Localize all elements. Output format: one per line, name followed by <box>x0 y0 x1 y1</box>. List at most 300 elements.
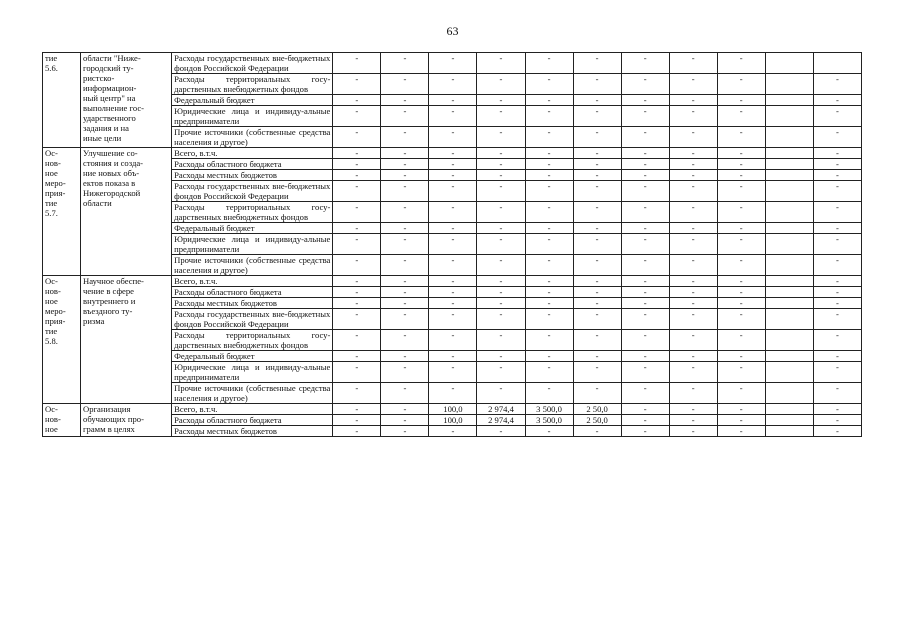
funding-source-cell: Расходы областного бюджета <box>172 415 333 426</box>
value-cell: - <box>333 404 381 415</box>
value-cell: - <box>525 276 573 287</box>
value-cell: 3 500,0 <box>525 415 573 426</box>
value-cell <box>765 426 813 437</box>
funding-source-cell: Расходы местных бюджетов <box>172 298 333 309</box>
value-cell: - <box>525 181 573 202</box>
value-cell: - <box>669 148 717 159</box>
value-cell: 2 50,0 <box>573 415 621 426</box>
funding-source-cell: Федеральный бюджет <box>172 351 333 362</box>
value-cell <box>765 106 813 127</box>
value-cell: 2 50,0 <box>573 404 621 415</box>
value-cell: - <box>477 148 525 159</box>
value-cell: - <box>477 287 525 298</box>
value-cell: - <box>381 53 429 74</box>
value-cell: - <box>621 106 669 127</box>
table-body <box>43 53 862 437</box>
value-cell: - <box>381 74 429 95</box>
value-cell: - <box>381 181 429 202</box>
value-cell: - <box>813 181 861 202</box>
value-cell: - <box>477 330 525 351</box>
value-cell: - <box>525 330 573 351</box>
value-cell: - <box>717 127 765 148</box>
value-cell: - <box>381 127 429 148</box>
measure-cell: Ос- нов- ное меро- прия- тие 5.8. <box>43 276 81 404</box>
value-cell: - <box>813 255 861 276</box>
value-cell: - <box>621 362 669 383</box>
value-cell: - <box>717 202 765 223</box>
value-cell: - <box>573 127 621 148</box>
value-cell: - <box>477 159 525 170</box>
measure-cell: тие 5.6. <box>43 53 81 148</box>
value-cell: - <box>333 106 381 127</box>
value-cell: - <box>333 255 381 276</box>
value-cell: - <box>717 170 765 181</box>
value-cell <box>765 127 813 148</box>
funding-source-cell: Расходы местных бюджетов <box>172 170 333 181</box>
value-cell: - <box>429 426 477 437</box>
funding-table <box>42 52 862 437</box>
value-cell: - <box>333 95 381 106</box>
value-cell: - <box>381 404 429 415</box>
value-cell: - <box>429 330 477 351</box>
funding-source-cell: Расходы государственных вне-бюджетных фондов Российской Федерации <box>172 181 333 202</box>
value-cell: - <box>333 426 381 437</box>
value-cell: - <box>621 74 669 95</box>
value-cell: - <box>429 95 477 106</box>
value-cell: - <box>573 287 621 298</box>
value-cell: - <box>669 74 717 95</box>
value-cell <box>765 181 813 202</box>
value-cell <box>765 159 813 170</box>
value-cell: - <box>525 106 573 127</box>
value-cell: - <box>621 351 669 362</box>
value-cell: - <box>333 74 381 95</box>
value-cell <box>765 234 813 255</box>
value-cell: - <box>333 330 381 351</box>
value-cell: - <box>429 383 477 404</box>
value-cell: - <box>621 404 669 415</box>
value-cell: - <box>717 159 765 170</box>
value-cell: - <box>333 415 381 426</box>
value-cell: - <box>813 202 861 223</box>
value-cell <box>765 276 813 287</box>
value-cell: - <box>717 74 765 95</box>
value-cell <box>765 330 813 351</box>
value-cell: - <box>669 309 717 330</box>
funding-source-cell: Федеральный бюджет <box>172 95 333 106</box>
value-cell: 100,0 <box>429 415 477 426</box>
value-cell: - <box>333 309 381 330</box>
value-cell: - <box>669 170 717 181</box>
value-cell: - <box>621 234 669 255</box>
value-cell: - <box>525 234 573 255</box>
value-cell: - <box>429 362 477 383</box>
value-cell: - <box>381 383 429 404</box>
funding-source-cell: Юридические лица и индивиду-альные предприниматели <box>172 234 333 255</box>
value-cell: - <box>717 383 765 404</box>
value-cell: - <box>525 383 573 404</box>
value-cell: - <box>621 287 669 298</box>
value-cell: - <box>621 383 669 404</box>
value-cell: - <box>333 202 381 223</box>
value-cell: - <box>477 351 525 362</box>
value-cell: - <box>381 255 429 276</box>
value-cell: - <box>669 351 717 362</box>
funding-source-cell: Прочие источники (собственные средства населения и другое) <box>172 383 333 404</box>
value-cell: - <box>717 426 765 437</box>
funding-source-cell: Федеральный бюджет <box>172 223 333 234</box>
funding-source-cell: Расходы территориальных госу-дарственных внебюджетных фондов <box>172 74 333 95</box>
value-cell: - <box>333 181 381 202</box>
value-cell: - <box>429 351 477 362</box>
value-cell: - <box>477 181 525 202</box>
value-cell: - <box>717 287 765 298</box>
value-cell: - <box>381 415 429 426</box>
value-cell: - <box>669 426 717 437</box>
value-cell <box>765 202 813 223</box>
value-cell: - <box>477 383 525 404</box>
value-cell: - <box>477 95 525 106</box>
value-cell: - <box>429 148 477 159</box>
funding-source-cell: Юридические лица и индивиду-альные предприниматели <box>172 362 333 383</box>
value-cell: - <box>429 287 477 298</box>
value-cell: - <box>429 234 477 255</box>
value-cell: - <box>813 95 861 106</box>
funding-source-cell: Юридические лица и индивиду-альные предприниматели <box>172 106 333 127</box>
value-cell: - <box>381 159 429 170</box>
value-cell: - <box>621 309 669 330</box>
value-cell: - <box>573 223 621 234</box>
value-cell <box>813 53 861 74</box>
value-cell: - <box>525 298 573 309</box>
value-cell: - <box>717 330 765 351</box>
value-cell: - <box>621 223 669 234</box>
value-cell: - <box>525 170 573 181</box>
value-cell: - <box>333 276 381 287</box>
value-cell: - <box>333 351 381 362</box>
funding-source-cell: Прочие источники (собственные средства населения и другое) <box>172 127 333 148</box>
value-cell: - <box>525 223 573 234</box>
value-cell: - <box>477 234 525 255</box>
value-cell: 3 500,0 <box>525 404 573 415</box>
value-cell: - <box>669 159 717 170</box>
value-cell: - <box>381 330 429 351</box>
value-cell: - <box>669 53 717 74</box>
value-cell: - <box>429 202 477 223</box>
value-cell: - <box>381 287 429 298</box>
value-cell: - <box>717 106 765 127</box>
value-cell: - <box>813 223 861 234</box>
value-cell: - <box>477 202 525 223</box>
value-cell: - <box>429 159 477 170</box>
value-cell: - <box>717 351 765 362</box>
value-cell: - <box>381 351 429 362</box>
value-cell: - <box>813 276 861 287</box>
value-cell: - <box>477 298 525 309</box>
value-cell: - <box>333 148 381 159</box>
value-cell: - <box>813 287 861 298</box>
value-cell: - <box>573 383 621 404</box>
value-cell: - <box>621 159 669 170</box>
value-cell: - <box>573 106 621 127</box>
value-cell: - <box>381 309 429 330</box>
value-cell: - <box>381 202 429 223</box>
value-cell: - <box>525 426 573 437</box>
page-number: 63 <box>446 24 459 38</box>
value-cell: - <box>717 181 765 202</box>
value-cell: - <box>669 234 717 255</box>
value-cell: - <box>525 95 573 106</box>
value-cell <box>765 383 813 404</box>
value-cell: - <box>813 74 861 95</box>
description-cell: области "Ниже- городский ту- ристско- информацион- ный центр" на выполнение гос- ударственного задания и на иные цели <box>81 53 172 148</box>
value-cell: 2 974,4 <box>477 415 525 426</box>
value-cell <box>765 404 813 415</box>
description-cell: Научное обеспе- чение в сфере внутреннего и въездного ту- ризма <box>81 276 172 404</box>
value-cell: - <box>381 223 429 234</box>
description-cell: Организация обучающих про- грамм в целях <box>81 404 172 437</box>
value-cell: - <box>429 127 477 148</box>
value-cell: - <box>813 106 861 127</box>
value-cell: - <box>525 287 573 298</box>
value-cell: - <box>477 127 525 148</box>
value-cell: - <box>573 148 621 159</box>
value-cell: - <box>573 362 621 383</box>
funding-source-cell: Расходы территориальных госу-дарственных внебюджетных фондов <box>172 202 333 223</box>
value-cell: - <box>717 309 765 330</box>
funding-source-cell: Расходы областного бюджета <box>172 287 333 298</box>
value-cell: - <box>429 53 477 74</box>
value-cell: - <box>573 426 621 437</box>
value-cell: - <box>813 383 861 404</box>
value-cell: - <box>525 148 573 159</box>
value-cell: - <box>669 383 717 404</box>
value-cell: - <box>813 170 861 181</box>
value-cell: - <box>477 426 525 437</box>
value-cell: - <box>717 298 765 309</box>
value-cell: - <box>717 223 765 234</box>
value-cell: - <box>429 309 477 330</box>
value-cell <box>765 415 813 426</box>
value-cell: - <box>573 330 621 351</box>
value-cell: - <box>573 234 621 255</box>
value-cell: - <box>333 159 381 170</box>
value-cell <box>765 170 813 181</box>
value-cell: - <box>573 351 621 362</box>
table-row <box>43 53 862 74</box>
value-cell: - <box>477 362 525 383</box>
value-cell: - <box>717 53 765 74</box>
value-cell: - <box>621 426 669 437</box>
value-cell: - <box>573 53 621 74</box>
value-cell: - <box>381 298 429 309</box>
value-cell: - <box>573 170 621 181</box>
value-cell: - <box>573 255 621 276</box>
value-cell: - <box>525 202 573 223</box>
value-cell: - <box>717 415 765 426</box>
value-cell: - <box>477 53 525 74</box>
value-cell <box>765 53 813 74</box>
value-cell: - <box>621 202 669 223</box>
value-cell: - <box>813 309 861 330</box>
value-cell: - <box>669 276 717 287</box>
value-cell: - <box>573 181 621 202</box>
value-cell <box>765 287 813 298</box>
value-cell <box>765 255 813 276</box>
funding-source-cell: Расходы местных бюджетов <box>172 426 333 437</box>
value-cell <box>765 351 813 362</box>
value-cell: - <box>669 202 717 223</box>
funding-source-cell: Расходы государственных вне-бюджетных фондов Российской Федерации <box>172 53 333 74</box>
value-cell: - <box>621 255 669 276</box>
value-cell: - <box>381 362 429 383</box>
value-cell: 2 974,4 <box>477 404 525 415</box>
value-cell: - <box>621 330 669 351</box>
value-cell: - <box>813 127 861 148</box>
funding-source-cell: Всего, в.т.ч. <box>172 148 333 159</box>
table-row <box>43 276 862 287</box>
value-cell: 100,0 <box>429 404 477 415</box>
value-cell: - <box>621 181 669 202</box>
value-cell: - <box>621 95 669 106</box>
value-cell <box>765 74 813 95</box>
value-cell: - <box>477 223 525 234</box>
value-cell: - <box>381 234 429 255</box>
value-cell: - <box>621 415 669 426</box>
value-cell: - <box>717 148 765 159</box>
value-cell: - <box>813 148 861 159</box>
funding-source-cell: Всего, в.т.ч. <box>172 276 333 287</box>
value-cell: - <box>381 170 429 181</box>
value-cell <box>765 362 813 383</box>
value-cell: - <box>669 181 717 202</box>
value-cell: - <box>525 159 573 170</box>
value-cell: - <box>525 53 573 74</box>
value-cell: - <box>477 74 525 95</box>
value-cell: - <box>669 330 717 351</box>
measure-cell: Ос- нов- ное <box>43 404 81 437</box>
value-cell: - <box>381 148 429 159</box>
funding-source-cell: Всего, в.т.ч. <box>172 404 333 415</box>
value-cell: - <box>813 234 861 255</box>
value-cell: - <box>333 223 381 234</box>
funding-source-cell: Прочие источники (собственные средства населения и другое) <box>172 255 333 276</box>
value-cell: - <box>333 170 381 181</box>
value-cell: - <box>525 127 573 148</box>
value-cell: - <box>813 298 861 309</box>
value-cell: - <box>525 309 573 330</box>
value-cell: - <box>429 276 477 287</box>
value-cell: - <box>381 106 429 127</box>
value-cell: - <box>429 298 477 309</box>
value-cell: - <box>621 53 669 74</box>
value-cell: - <box>573 276 621 287</box>
value-cell: - <box>477 276 525 287</box>
funding-source-cell: Расходы государственных вне-бюджетных фондов Российской Федерации <box>172 309 333 330</box>
value-cell: - <box>573 309 621 330</box>
description-cell: Улучшение со- стояния и созда- ние новых объ- ектов показа в Нижегородской области <box>81 148 172 276</box>
value-cell: - <box>669 127 717 148</box>
value-cell: - <box>813 330 861 351</box>
value-cell: - <box>573 95 621 106</box>
value-cell: - <box>717 362 765 383</box>
value-cell: - <box>717 255 765 276</box>
value-cell: - <box>333 298 381 309</box>
value-cell: - <box>621 148 669 159</box>
funding-source-cell: Расходы областного бюджета <box>172 159 333 170</box>
funding-source-cell: Расходы территориальных госу-дарственных внебюджетных фондов <box>172 330 333 351</box>
value-cell: - <box>525 351 573 362</box>
value-cell: - <box>669 106 717 127</box>
value-cell: - <box>429 255 477 276</box>
value-cell <box>765 95 813 106</box>
value-cell: - <box>669 404 717 415</box>
value-cell: - <box>669 362 717 383</box>
value-cell: - <box>333 234 381 255</box>
value-cell: - <box>477 309 525 330</box>
value-cell <box>765 309 813 330</box>
table-row <box>43 404 862 415</box>
value-cell: - <box>429 223 477 234</box>
value-cell: - <box>333 383 381 404</box>
value-cell: - <box>717 404 765 415</box>
value-cell: - <box>669 415 717 426</box>
value-cell: - <box>813 404 861 415</box>
value-cell: - <box>525 362 573 383</box>
value-cell: - <box>381 95 429 106</box>
value-cell: - <box>621 170 669 181</box>
value-cell: - <box>621 127 669 148</box>
value-cell: - <box>333 53 381 74</box>
value-cell: - <box>477 106 525 127</box>
table-row <box>43 148 862 159</box>
measure-cell: Ос- нов- ное меро- прия- тие 5.7. <box>43 148 81 276</box>
value-cell: - <box>621 276 669 287</box>
value-cell: - <box>573 159 621 170</box>
value-cell: - <box>813 415 861 426</box>
value-cell: - <box>669 287 717 298</box>
value-cell: - <box>429 170 477 181</box>
value-cell: - <box>717 234 765 255</box>
value-cell <box>765 298 813 309</box>
value-cell <box>765 223 813 234</box>
value-cell: - <box>813 426 861 437</box>
value-cell: - <box>813 159 861 170</box>
value-cell: - <box>333 362 381 383</box>
value-cell: - <box>813 362 861 383</box>
value-cell: - <box>669 255 717 276</box>
value-cell: - <box>381 426 429 437</box>
value-cell: - <box>717 95 765 106</box>
value-cell: - <box>573 202 621 223</box>
value-cell: - <box>429 181 477 202</box>
value-cell: - <box>477 255 525 276</box>
value-cell: - <box>525 255 573 276</box>
value-cell: - <box>717 276 765 287</box>
value-cell: - <box>669 298 717 309</box>
value-cell: - <box>429 74 477 95</box>
value-cell: - <box>477 170 525 181</box>
value-cell: - <box>573 298 621 309</box>
value-cell: - <box>813 351 861 362</box>
value-cell: - <box>525 74 573 95</box>
value-cell: - <box>621 298 669 309</box>
value-cell: - <box>333 127 381 148</box>
value-cell: - <box>669 223 717 234</box>
value-cell: - <box>333 287 381 298</box>
value-cell: - <box>429 106 477 127</box>
value-cell: - <box>669 95 717 106</box>
